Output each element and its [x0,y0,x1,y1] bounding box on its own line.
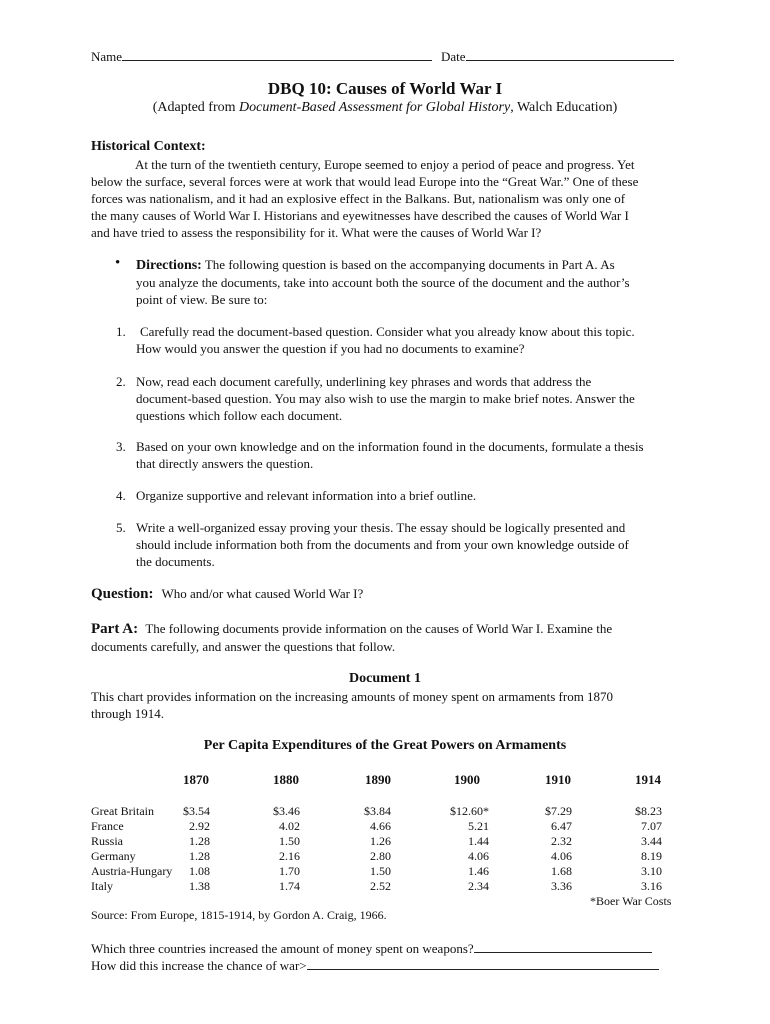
column-header: 1914 [635,772,661,787]
step-line: questions which follow each document. [136,408,343,423]
table-cell: 2.16 [279,849,300,863]
context-paragraph [91,156,638,241]
document-intro [91,688,613,722]
table-cell: 1.26 [370,834,391,848]
column-header: 1870 [183,772,209,787]
step-text [136,438,644,472]
table-cell: 6.47 [551,819,572,833]
row-country: France [91,819,124,833]
row-country: Italy [91,879,113,893]
table-cell: 2.34 [468,879,489,893]
step-line: Write a well-organized essay proving your thesis. The essay should be logically presented and [136,520,626,535]
table-cell: 3.10 [641,864,662,878]
name-input-line[interactable] [122,48,432,61]
table-cell: 1.46 [468,864,489,878]
table-cell: 3.44 [641,834,662,848]
subtitle-italic: Document-Based Assessment for Global History [239,100,511,115]
step-text [136,373,635,424]
context-line: At the turn of the twentieth century, Europe seemed to enjoy a period of peace and progress. Yet [135,157,635,172]
document-intro-line: This chart provides information on the increasing amounts of money spent on armaments from 1870 [91,689,614,704]
table-cell: 3.16 [641,879,662,893]
table-cell: 1.38 [189,879,210,893]
name-label: Name [91,49,123,64]
context-line: below the surface, several forces were at work that would lead Europe into the “Great War.” One of these [91,174,639,189]
table-cell: 7.07 [641,819,662,833]
date-label: Date [441,49,466,64]
table-cell: 1.50 [370,864,391,878]
question-label: Question: [91,586,154,602]
question-text: Who and/or what caused World War I? [161,586,364,601]
question-2-text: How did this increase the chance of war> [91,958,307,973]
table-cell: 4.02 [279,819,300,833]
row-country: Russia [91,834,124,848]
step-number: 5. [116,520,126,535]
question-1-row [91,940,652,957]
step-number: 3. [116,439,126,454]
question-1-answer-line[interactable] [474,940,652,953]
part-a-paragraph [91,620,612,655]
table-cell: 4.06 [468,849,489,863]
part-a-label: Part A: [91,621,139,637]
column-header: 1880 [273,772,299,787]
step-line: Now, read each document carefully, underlining key phrases and words that address the [136,374,592,389]
table-source: Source: From Europe, 1815-1914, by Gordon A. Craig, 1966. [91,908,387,922]
date-field-row [441,48,674,65]
row-country: Great Britain [91,804,154,818]
question-2-answer-line[interactable] [307,957,659,970]
step-line: document-based question. You may also wish to use the margin to make brief notes. Answer the [136,391,635,406]
step-line: that directly answers the question. [136,456,314,471]
step-line: Organize supportive and relevant information into a brief outline. [136,488,477,503]
step-text [136,323,635,357]
table-cell: $12.60* [450,804,489,818]
question-1-text: Which three countries increased the amount of money spent on weapons? [91,941,474,956]
context-line: the many causes of World War I. Historians and eyewitnesses have described the causes of World War I [91,208,629,223]
name-field-row [91,48,432,65]
table-cell: 2.32 [551,834,572,848]
column-header: 1910 [545,772,571,787]
table-title: Per Capita Expenditures of the Great Powers on Armaments [203,738,567,753]
table-cell: 1.28 [189,849,210,863]
directions-label: Directions: [136,258,202,273]
step-line: How would you answer the question if you had no documents to examine? [136,341,525,356]
question-2-row [91,957,659,974]
table-cell: 1.70 [279,864,300,878]
table-cell: 8.19 [641,849,662,863]
directions-line: you analyze the documents, take into account both the source of the document and the author’s [136,275,630,290]
table-cell: 5.21 [468,819,489,833]
table-cell: $3.46 [273,804,300,818]
table-cell: $8.23 [635,804,662,818]
context-line: and have tried to assess the responsibility for it. What were the causes of World War I? [91,225,542,240]
page-title: DBQ 10: Causes of World War I [267,79,503,98]
table-cell: 2.52 [370,879,391,893]
page-subtitle [0,99,770,117]
part-a-line: documents carefully, and answer the questions that follow. [91,639,396,654]
directions-paragraph [136,256,630,308]
document-heading: Document 1 [349,671,421,686]
step-number: 2. [116,374,126,389]
date-input-line[interactable] [466,48,674,61]
table-footnote: *Boer War Costs [590,894,672,908]
column-header: 1900 [454,772,480,787]
table-cell: $3.54 [183,804,210,818]
subtitle-prefix: (Adapted from [152,100,240,115]
table-cell: 3.36 [551,879,572,893]
context-heading: Historical Context: [91,139,206,154]
step-line: Based on your own knowledge and on the information found in the documents, formulate a thesis [136,439,644,454]
table-cell: 1.28 [189,834,210,848]
step-line: the documents. [136,554,215,569]
table-cell: 2.92 [189,819,210,833]
table-cell: 4.06 [551,849,572,863]
table-cell: 1.08 [189,864,210,878]
subtitle-suffix: , Walch Education) [510,100,618,115]
table-cell: 1.44 [468,834,489,848]
context-line: forces was nationalism, and it had an explosive effect in the Balkans. But, nationalism was only one of [91,191,626,206]
table-cell: 1.74 [279,879,300,893]
row-country: Austria-Hungary [91,864,173,878]
table-cell: 1.68 [551,864,572,878]
part-a-line: The following documents provide information on the causes of World War I. Examine the [145,621,613,636]
directions-bullet: • [115,255,121,271]
row-country: Germany [91,849,136,863]
step-text [136,487,476,504]
directions-line: The following question is based on the accompanying documents in Part A. As [204,257,615,272]
document-intro-line: through 1914. [91,706,164,721]
directions-line: point of view. Be sure to: [136,292,268,307]
step-line: Carefully read the document-based question. Consider what you already know about this topic. [140,324,635,339]
step-line: should include information both from the documents and from your own knowledge outside of [136,537,629,552]
step-number: 4. [116,488,126,503]
table-cell: $7.29 [545,804,572,818]
step-number: 1. [116,324,126,339]
step-text [136,519,629,570]
table-cell: 4.66 [370,819,391,833]
table-cell: 2.80 [370,849,391,863]
question-row [91,585,363,603]
table-cell: $3.84 [364,804,391,818]
table-cell: 1.50 [279,834,300,848]
column-header: 1890 [365,772,391,787]
